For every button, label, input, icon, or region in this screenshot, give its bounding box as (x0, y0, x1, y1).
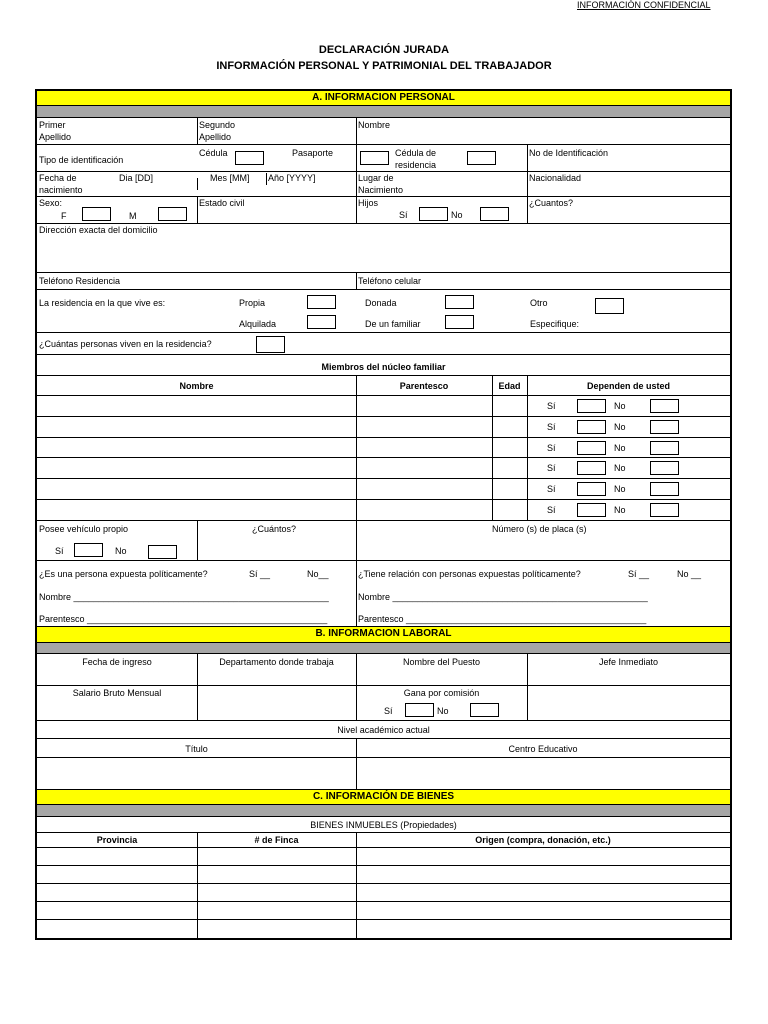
field-rel-nombre[interactable]: Nombre ___________________________________________________ (358, 592, 648, 602)
member-row (37, 438, 730, 458)
bienes-row (37, 920, 730, 940)
member-row (37, 417, 730, 438)
label-tel-res: Teléfono Residencia (39, 276, 121, 286)
label-hijos-no: No (451, 210, 463, 220)
row-birth (37, 172, 730, 197)
label-dep-no: No (614, 401, 626, 411)
label-sexo: Sexo: (39, 198, 63, 208)
field-rel-parentesco[interactable]: Parentesco ________________________________________________ (358, 614, 647, 624)
field-cuantas-personas[interactable] (256, 336, 285, 353)
label-f: F (61, 211, 67, 221)
checkbox-dep-si[interactable] (577, 482, 606, 496)
label-dep-no: No (614, 484, 626, 494)
member-row (37, 479, 730, 500)
label-alquilada: Alquilada (239, 319, 277, 329)
label-especifique: Especifique: (530, 319, 580, 329)
checkbox-cedula-residencia[interactable] (467, 151, 496, 165)
label-dep-si: Sí (547, 443, 556, 453)
bienes-row (37, 866, 730, 884)
checkbox-dep-si[interactable] (577, 420, 606, 434)
row-inmuebles (37, 817, 730, 833)
label-nacionalidad: Nacionalidad (529, 173, 582, 183)
label-cuantos-vehiculos: ¿Cuántos? (252, 524, 297, 534)
label-cuantas-personas: ¿Cuántas personas viven en la residencia? (39, 339, 212, 349)
row-pep (37, 561, 730, 627)
label-fecha-nac-1: Fecha de (39, 173, 77, 183)
checkbox-vehiculo-si[interactable] (74, 543, 103, 557)
row-laboral-2 (37, 686, 730, 721)
checkbox-propia[interactable] (307, 295, 336, 309)
checkbox-m[interactable] (158, 207, 187, 221)
checkbox-dep-no[interactable] (650, 441, 679, 455)
section-b-gray-bar (37, 643, 730, 654)
label-mes: Mes [MM] (210, 173, 250, 183)
field-pep-nombre[interactable]: Nombre ___________________________________________________ (39, 592, 329, 602)
checkbox-dep-si[interactable] (577, 441, 606, 455)
row-education-header (37, 739, 730, 758)
checkbox-hijos-si[interactable] (419, 207, 448, 221)
row-laboral-1 (37, 654, 730, 686)
row-names (37, 118, 730, 145)
checkbox-donada[interactable] (445, 295, 474, 309)
col-dependen: Dependen de usted (586, 381, 670, 391)
label-lugar-nac-2: Nacimiento (358, 185, 404, 195)
members-header (37, 376, 730, 396)
label-vehiculo: Posee vehículo propio (39, 524, 129, 534)
checkbox-dep-no[interactable] (650, 461, 679, 475)
bienes-row (37, 884, 730, 902)
row-phones (37, 273, 730, 290)
label-lugar-nac-1: Lugar de (358, 173, 394, 183)
row-id-type (37, 145, 730, 172)
label-residencia: La residencia en la que vive es: (39, 298, 166, 308)
label-fecha-ingreso: Fecha de ingreso (82, 657, 152, 667)
row-nivel (37, 721, 730, 739)
label-pep-si: Sí __ (249, 569, 271, 579)
label-cedula-res-1: Cédula de (395, 148, 437, 158)
label-otro: Otro (530, 298, 548, 308)
label-hijos: Hijos (358, 198, 379, 208)
member-row (37, 396, 730, 417)
bienes-row (37, 848, 730, 866)
label-pep-no: No__ (307, 569, 329, 579)
label-nivel: Nivel académico actual (337, 725, 430, 735)
checkbox-dep-no[interactable] (650, 399, 679, 413)
label-tipo-id: Tipo de identificación (39, 155, 124, 165)
section-b-header: B. INFORMACION LABORAL (37, 627, 730, 643)
label-tel-cel: Teléfono celular (358, 276, 422, 286)
row-members-title (37, 355, 730, 376)
label-dep-si: Sí (547, 401, 556, 411)
label-dep-no: No (614, 443, 626, 453)
col-provincia: Provincia (96, 835, 138, 845)
label-cuantos: ¿Cuantos? (529, 198, 574, 208)
label-m: M (129, 211, 137, 221)
label-fecha-nac-2: nacimiento (39, 185, 83, 195)
checkbox-otro[interactable] (595, 298, 624, 314)
label-dep-no: No (614, 422, 626, 432)
row-sex (37, 197, 730, 224)
label-no-id: No de Identificación (529, 148, 609, 158)
checkbox-pasaporte[interactable] (360, 151, 389, 165)
label-rel-si: Sí __ (628, 569, 650, 579)
section-c-gray-bar (37, 805, 730, 817)
bienes-header (37, 833, 730, 848)
label-cedula: Cédula (199, 148, 228, 158)
bienes-row (37, 902, 730, 920)
col-edad: Edad (498, 381, 521, 391)
checkbox-comision-no[interactable] (470, 703, 499, 717)
label-pep: ¿Es una persona expuesta políticamente? (39, 569, 208, 579)
label-anio: Año [YYYY] (268, 173, 316, 183)
form-title: DECLARACIÓN JURADA (318, 44, 450, 56)
label-cedula-res-2: residencia (395, 160, 437, 170)
col-origen: Origen (compra, donación, etc.) (475, 835, 611, 845)
label-segundo-apellido-2: Apellido (199, 132, 232, 142)
label-familiar: De un familiar (365, 319, 421, 329)
label-dep-si: Sí (547, 484, 556, 494)
form-subtitle: INFORMACIÓN PERSONAL Y PATRIMONIAL DEL TRABAJADOR (216, 60, 552, 72)
section-c-header: C. INFORMACIÓN DE BIENES (37, 790, 730, 805)
label-hijos-si: Sí (399, 210, 408, 220)
label-segundo-apellido-1: Segundo (199, 120, 236, 130)
label-donada: Donada (365, 298, 397, 308)
label-primer-apellido-1: Primer (39, 120, 66, 130)
label-vehiculo-no: No (115, 546, 127, 556)
row-persons (37, 333, 730, 355)
checkbox-dep-no[interactable] (650, 503, 679, 517)
checkbox-dep-si[interactable] (577, 461, 606, 475)
label-titulo: Título (185, 744, 208, 754)
label-salario: Salario Bruto Mensual (72, 688, 162, 698)
member-row (37, 458, 730, 479)
label-dia: Dia [DD] (119, 173, 154, 183)
label-propia: Propia (239, 298, 266, 308)
col-finca: # de Finca (254, 835, 299, 845)
label-dep-si: Sí (547, 463, 556, 473)
checkbox-vehiculo-no[interactable] (148, 545, 177, 559)
checkbox-dep-no[interactable] (650, 482, 679, 496)
checkbox-dep-si[interactable] (577, 399, 606, 413)
label-direccion: Dirección exacta del domicilio (39, 225, 158, 235)
declaration-form (35, 89, 732, 940)
label-comision-no: No (437, 706, 449, 716)
member-row (37, 500, 730, 521)
label-dep-no: No (614, 463, 626, 473)
label-centro: Centro Educativo (508, 744, 578, 754)
checkbox-dep-si[interactable] (577, 503, 606, 517)
checkbox-alquilada[interactable] (307, 315, 336, 329)
label-rel-no: No __ (677, 569, 702, 579)
label-primer-apellido-2: Apellido (39, 132, 72, 142)
label-inmuebles: BIENES INMUEBLES (Propiedades) (310, 820, 457, 830)
checkbox-f[interactable] (82, 207, 111, 221)
col-nombre: Nombre (179, 381, 214, 391)
col-parentesco: Parentesco (399, 381, 449, 391)
label-estado-civil: Estado civil (199, 198, 245, 208)
label-puesto: Nombre del Puesto (402, 657, 481, 667)
field-pep-parentesco[interactable]: Parentesco ________________________________________________ (39, 614, 328, 624)
section-a-gray-bar (37, 106, 730, 118)
label-miembros: Miembros del núcleo familiar (321, 362, 446, 372)
row-address (37, 224, 730, 273)
label-pasaporte: Pasaporte (292, 148, 334, 158)
checkbox-hijos-no[interactable] (480, 207, 509, 221)
label-vehiculo-si: Sí (55, 546, 64, 556)
checkbox-cedula[interactable] (235, 151, 264, 165)
row-education-values (37, 758, 730, 790)
checkbox-dep-no[interactable] (650, 420, 679, 434)
confidential-label: INFORMACIÓN CONFIDENCIAL (577, 0, 711, 10)
checkbox-comision-si[interactable] (405, 703, 434, 717)
label-jefe: Jefe Inmediato (598, 657, 659, 667)
label-placa: Número (s) de placa (s) (492, 524, 587, 534)
label-dep-si: Sí (547, 505, 556, 515)
label-departamento: Departamento donde trabaja (219, 657, 334, 667)
label-comision-si: Sí (384, 706, 393, 716)
checkbox-familiar[interactable] (445, 315, 474, 329)
label-rel-pep: ¿Tiene relación con personas expuestas políticamente? (358, 569, 581, 579)
label-dep-si: Sí (547, 422, 556, 432)
label-nombre: Nombre (358, 120, 391, 130)
row-residence (37, 290, 730, 333)
section-a-header: A. INFORMACION PERSONAL (37, 91, 730, 106)
label-comision: Gana por comisión (403, 688, 480, 698)
row-vehicle (37, 521, 730, 561)
label-dep-no: No (614, 505, 626, 515)
